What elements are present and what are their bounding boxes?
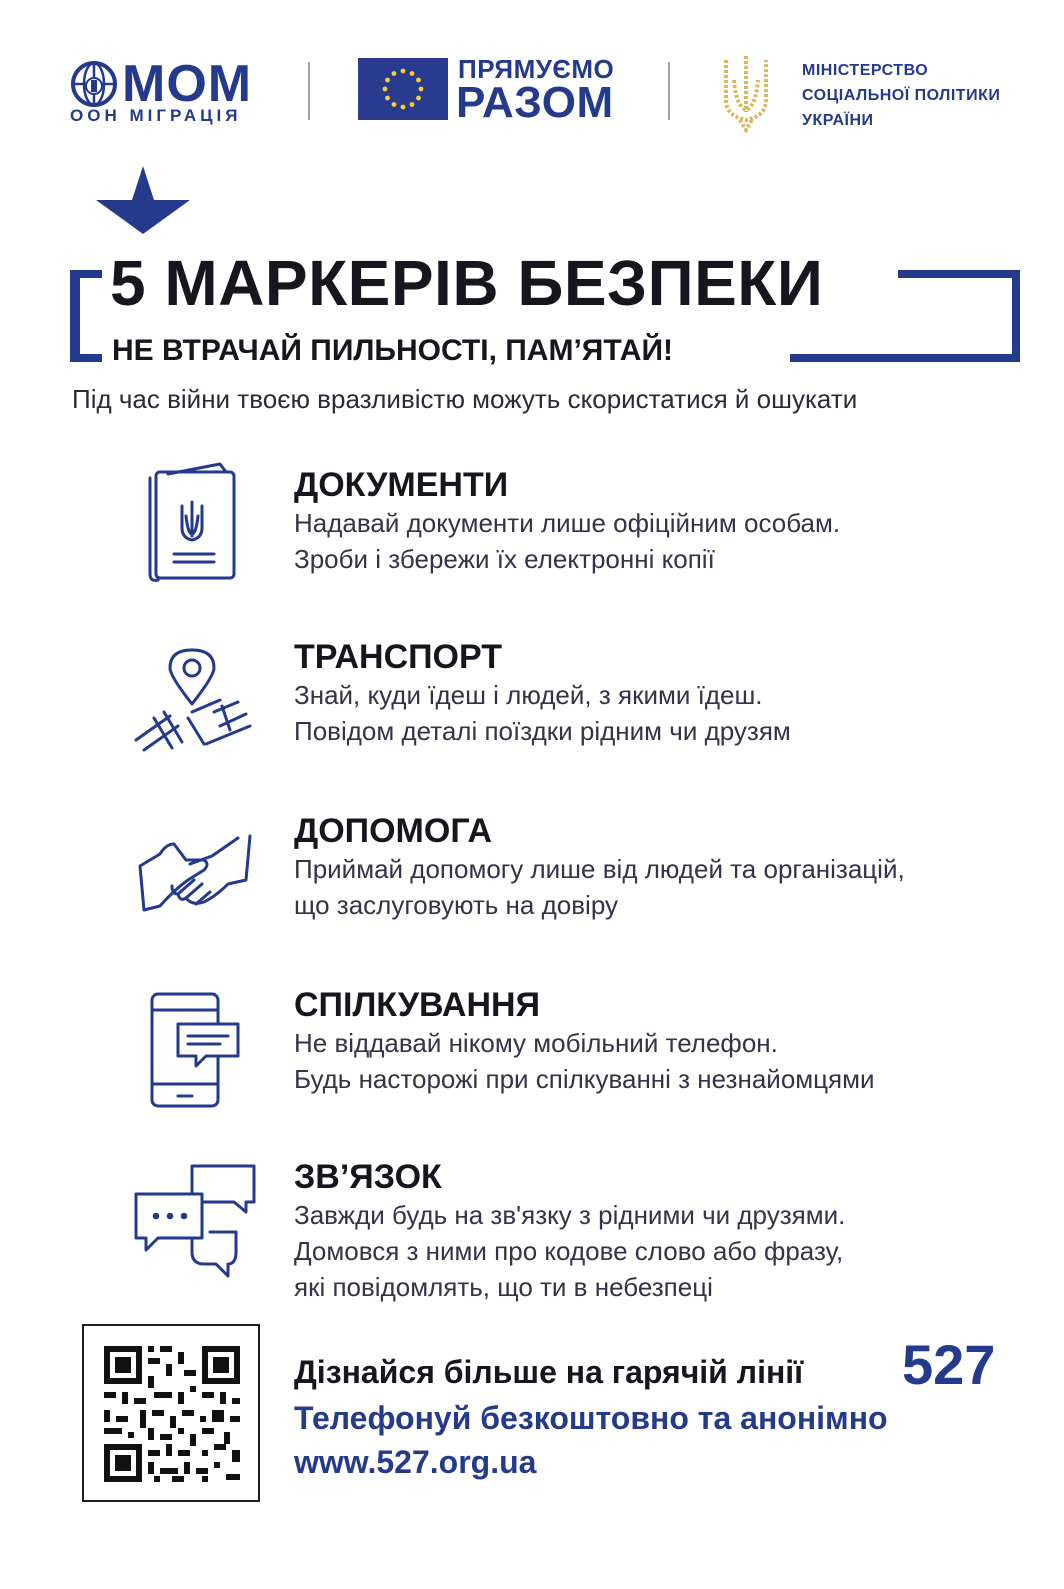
website-link[interactable]: www.527.org.ua <box>294 1444 537 1480</box>
map-pin-icon <box>130 640 260 770</box>
item-text: Будь насторожі при спілкуванні з незнайомцями <box>294 1064 875 1094</box>
hotline-text: Дізнайся більше на гарячій лінії <box>294 1354 804 1390</box>
item-text: Знай, куди їдеш і людей, з якими їдеш. <box>294 680 763 710</box>
page-subtitle: НЕ ВТРАЧАЙ ПИЛЬНОСТІ, ПАМ’ЯТАЙ! <box>112 334 674 367</box>
page-title: 5 МАРКЕРІВ БЕЗПЕКИ <box>110 247 824 319</box>
trident-icon <box>718 50 774 134</box>
item-text: Надавай документи лише офіційним особам. <box>294 508 841 538</box>
bracket-left-top <box>70 270 102 278</box>
intro-text: Під час війни твоєю вразливістю можуть скористатися й ошукати <box>72 384 858 414</box>
phone-chat-icon <box>130 986 260 1116</box>
arrow-down-icon <box>96 166 190 236</box>
hotline-number[interactable]: 527 <box>902 1333 996 1396</box>
header-divider <box>308 62 310 120</box>
item-title-help: ДОПОМОГА <box>294 812 493 850</box>
bracket-right-top <box>898 270 1020 278</box>
iom-logo <box>70 55 270 128</box>
qr-code[interactable] <box>82 1324 260 1502</box>
iom-name: МОМ <box>122 55 253 113</box>
item-title-documents: ДОКУМЕНТИ <box>294 466 509 504</box>
eu-slogan-line1: ПРЯМУЄМО <box>458 54 615 84</box>
bracket-left <box>70 270 80 362</box>
item-text: які повідомлять, що ти в небезпеці <box>294 1272 713 1302</box>
call-free-text: Телефонуй безкоштовно та анонімно <box>294 1400 888 1436</box>
item-title-transport: ТРАНСПОРТ <box>294 638 503 676</box>
qr-code-icon <box>84 1326 258 1500</box>
item-text: Зроби і збережи їх електронні копії <box>294 544 715 574</box>
header-divider <box>668 62 670 120</box>
item-title-communication: СПІЛКУВАННЯ <box>294 986 541 1024</box>
iom-subtitle: ООН МІГРАЦІЯ <box>70 106 242 125</box>
item-text: що заслуговують на довіру <box>294 890 618 920</box>
eu-flag-icon <box>358 58 448 120</box>
item-text: Повідом деталі поїздки рідним чи друзям <box>294 716 791 746</box>
item-text: Не віддавай нікому мобільний телефон. <box>294 1028 778 1058</box>
bracket-right-bottom <box>790 354 1020 362</box>
handshake-icon <box>130 814 260 944</box>
item-title-connection: ЗВ’ЯЗОК <box>294 1158 442 1196</box>
eu-slogan-line2: РАЗОМ <box>456 78 614 127</box>
item-text: Приймай допомогу лише від людей та організацій, <box>294 854 905 884</box>
passport-icon <box>130 458 260 588</box>
item-text: Домовся з ними про кодове слово або фразу, <box>294 1236 844 1266</box>
ministry-name: МІНІСТЕРСТВО СОЦІАЛЬНОЇ ПОЛІТИКИ УКРАЇНИ <box>802 62 1001 129</box>
iom-globe-icon <box>70 60 118 108</box>
item-text: Завжди будь на зв'язку з рідними чи друзями. <box>294 1200 846 1230</box>
bracket-right <box>1012 270 1020 362</box>
chat-bubbles-icon <box>130 1156 260 1286</box>
bracket-left-bottom <box>70 354 102 362</box>
